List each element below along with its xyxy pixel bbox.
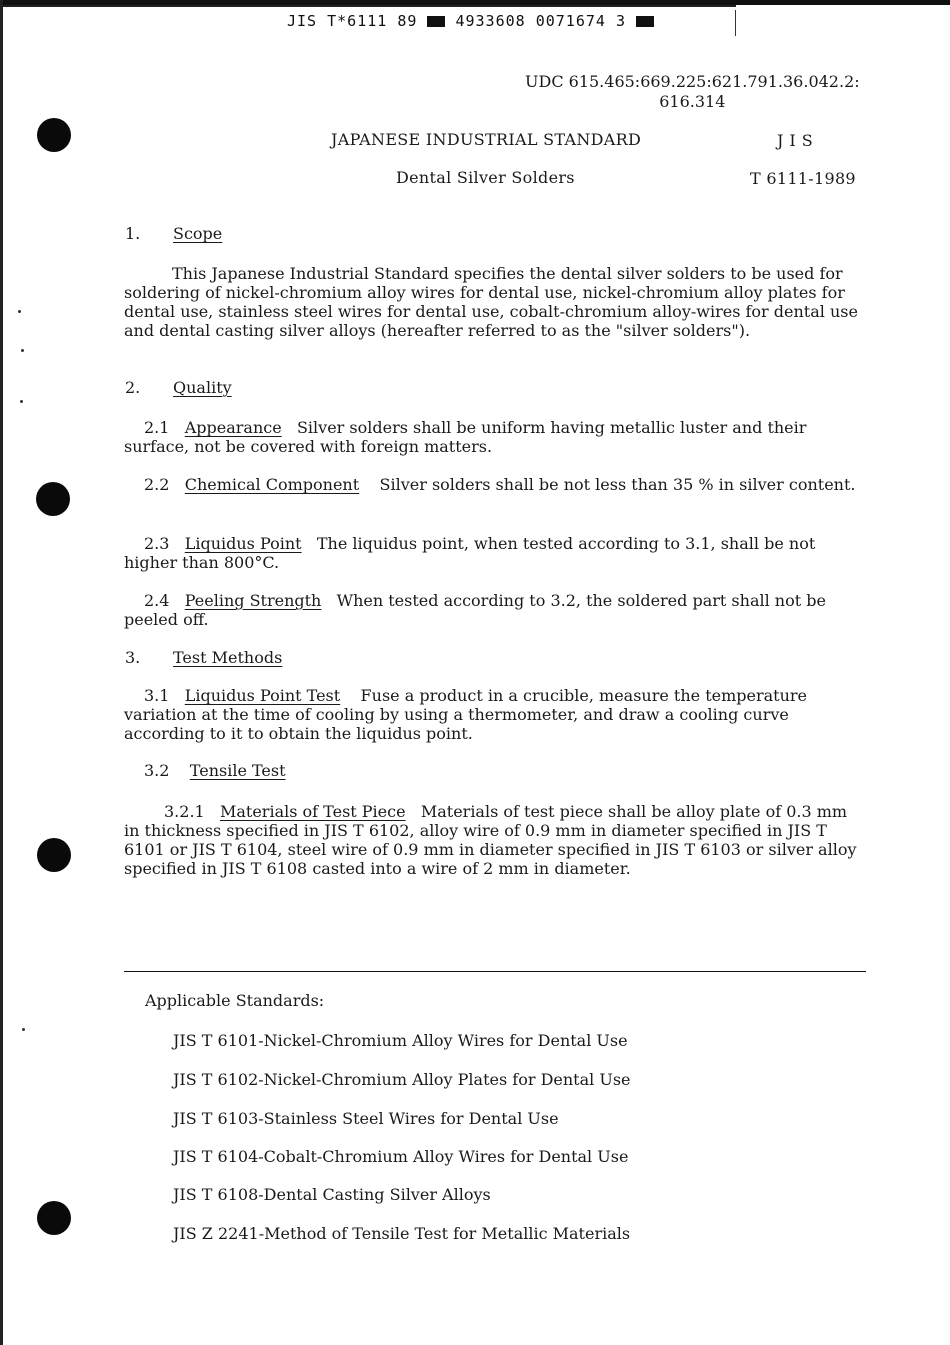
document-title: Dental Silver Solders xyxy=(396,168,575,187)
footnote-divider xyxy=(124,971,866,972)
clause-title: Appearance xyxy=(184,418,282,437)
clause-body: The liquidus point, when tested according to 3.1, shall be not higher than 800°C. xyxy=(124,534,816,572)
header-code xyxy=(287,12,654,30)
clause-number: 2.2 xyxy=(144,475,170,494)
clause-2-1 xyxy=(124,418,864,456)
clause-2-4 xyxy=(124,591,864,629)
clause-number: 3.2.1 xyxy=(164,802,205,821)
section-2-heading xyxy=(125,378,232,397)
section-title: Scope xyxy=(173,224,223,243)
standard-name: JAPANESE INDUSTRIAL STANDARD xyxy=(331,130,642,149)
scope-paragraph: This Japanese Industrial Standard specifies the dental silver solders to be used for soldering of nickel-chromium alloy wires for dental use, nickel-chromium alloy plates for dental use, stainless steel wires for dental use, cobalt-chromium alloy-wires for dental use and dental casting silver alloys (hereafter referred to as the "silver solders"). xyxy=(124,264,858,340)
section-number: 3. xyxy=(125,648,141,667)
punch-hole-icon xyxy=(37,838,71,872)
clause-title: Tensile Test xyxy=(189,761,286,780)
clause-body: Fuse a product in a crucible, measure the temperature variation at the time of cooling by using a thermometer, and draw a cooling curve according to it to obtain the liquidus point. xyxy=(124,686,808,743)
clause-3-1 xyxy=(124,686,864,743)
punch-hole-icon xyxy=(37,1201,71,1235)
applicable-standard-item: JIS Z 2241-Method of Tensile Test for Metallic Materials xyxy=(173,1224,631,1243)
section-3-heading xyxy=(125,648,283,667)
applicable-standard-item: JIS T 6104-Cobalt-Chromium Alloy Wires for Dental Use xyxy=(173,1147,629,1166)
clause-3-2 xyxy=(124,761,864,780)
clause-3-2-1 xyxy=(124,802,864,878)
scan-edge-tick xyxy=(735,10,736,36)
header-code-part-2: 4933608 0071674 3 xyxy=(455,12,626,30)
applicable-standard-item: JIS T 6102-Nickel-Chromium Alloy Plates for Dental Use xyxy=(173,1070,631,1089)
punch-hole-icon xyxy=(36,482,70,516)
clause-title: Liquidus Point Test xyxy=(184,686,341,705)
scan-left-edge xyxy=(0,0,3,1345)
udc-line-2: 616.314 xyxy=(659,92,726,111)
udc-line-1: UDC 615.465:669.225:621.791.36.042.2: xyxy=(525,72,860,91)
scan-speck xyxy=(21,349,24,352)
clause-body: Silver solders shall be uniform having metallic luster and their surface, not be covered with foreign matters. xyxy=(124,418,807,456)
section-number: 2. xyxy=(125,378,141,397)
scan-speck xyxy=(22,1028,25,1031)
header-block-mark-2 xyxy=(636,16,654,27)
standard-number: T 6111-1989 xyxy=(750,169,856,188)
section-title: Test Methods xyxy=(173,648,283,667)
clause-2-2 xyxy=(124,475,864,494)
scan-top-rule xyxy=(0,5,736,7)
scan-speck xyxy=(20,400,23,403)
section-number: 1. xyxy=(125,224,141,243)
clause-number: 2.4 xyxy=(144,591,170,610)
clause-body: Materials of test piece shall be alloy plate of 0.3 mm in thickness specified in JIS T 6102, alloy wire of 0.9 mm in diameter specified in JIS T 6101 or JIS T 6104, steel wire of 0.9 mm in diameter specified in JIS T 6103 or silver alloy specified in JIS T 6108 casted into a wire of 2 mm in diameter. xyxy=(124,802,857,878)
clause-2-3 xyxy=(124,534,864,572)
clause-body: Silver solders shall be not less than 35 % in silver content. xyxy=(379,475,856,494)
punch-hole-icon xyxy=(37,118,71,152)
udc-classification xyxy=(525,72,860,112)
clause-title: Peeling Strength xyxy=(184,591,322,610)
section-1-heading xyxy=(125,224,223,243)
applicable-standards-title: Applicable Standards: xyxy=(145,991,325,1010)
header-block-mark xyxy=(427,16,445,27)
applicable-standard-item: JIS T 6108-Dental Casting Silver Alloys xyxy=(173,1185,491,1204)
clause-title: Liquidus Point xyxy=(184,534,302,553)
header-code-part-1: JIS T*6111 89 xyxy=(287,12,418,30)
clause-number: 2.3 xyxy=(144,534,170,553)
jis-mark: JIS xyxy=(777,131,819,150)
clause-body: When tested according to 3.2, the soldered part shall not be peeled off. xyxy=(124,591,826,629)
clause-title: Materials of Test Piece xyxy=(219,802,406,821)
scan-speck xyxy=(18,310,21,313)
applicable-standard-item: JIS T 6101-Nickel-Chromium Alloy Wires for Dental Use xyxy=(173,1031,628,1050)
clause-number: 3.1 xyxy=(144,686,170,705)
section-title: Quality xyxy=(173,378,232,397)
clause-number: 3.2 xyxy=(144,761,170,780)
clause-number: 2.1 xyxy=(144,418,170,437)
applicable-standard-item: JIS T 6103-Stainless Steel Wires for Dental Use xyxy=(173,1109,559,1128)
clause-title: Chemical Component xyxy=(184,475,360,494)
